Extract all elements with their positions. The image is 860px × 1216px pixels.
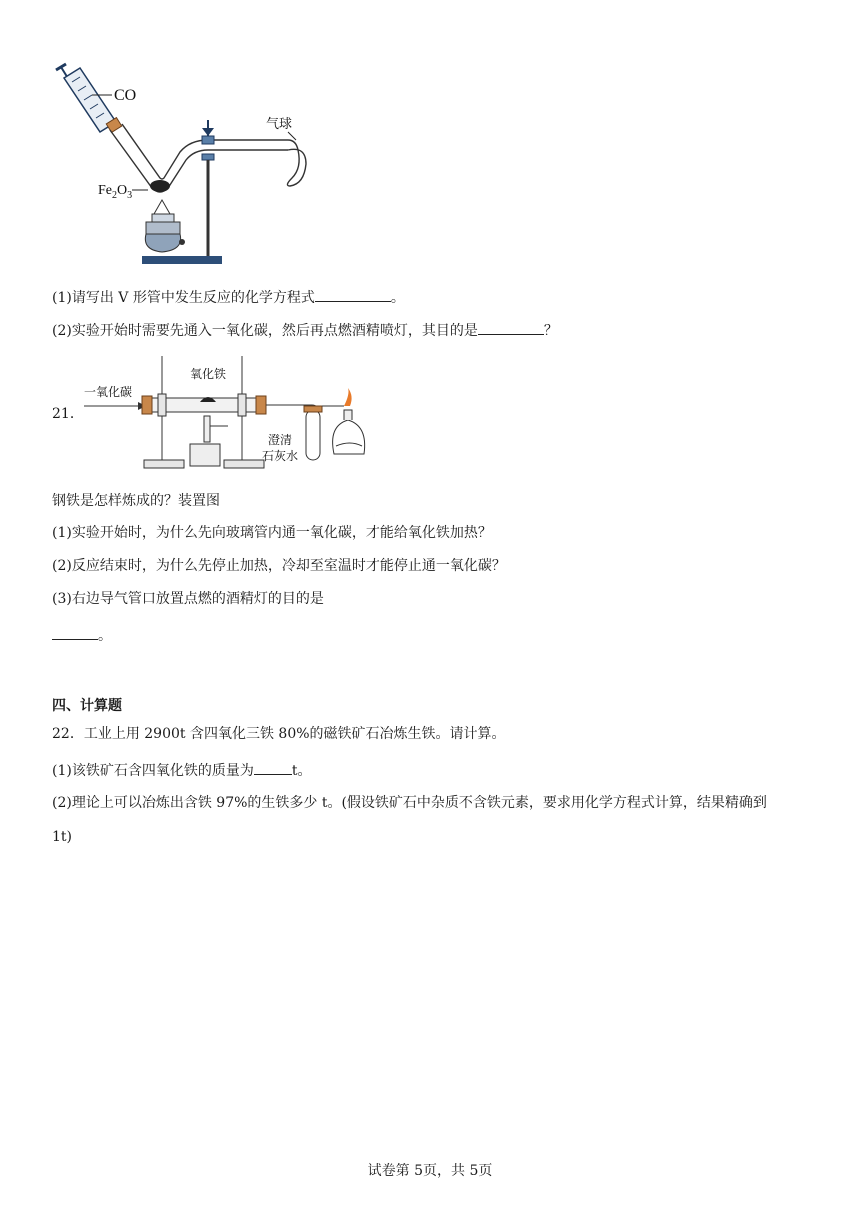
q20-part2-blank — [478, 320, 544, 335]
test-tube — [304, 406, 322, 460]
q22-part2-line2: 1t) — [52, 829, 72, 845]
iron-oxide-sample — [150, 180, 170, 192]
co-reduction-apparatus-figure — [82, 350, 384, 472]
flame — [344, 388, 352, 406]
q22-stem: 22．工业上用 2900t 含四氧化三铁 80%的磁铁矿石冶炼生铁。请计算。 — [52, 726, 506, 742]
q21-part2: (2)反应结束时，为什么先停止加热，冷却至室温时才能停止通一氧化碳？ — [52, 558, 506, 574]
q21-number: 21． — [52, 406, 84, 422]
limewater-label-2: 石灰水 — [262, 449, 299, 463]
syringe — [56, 64, 122, 132]
burner — [190, 416, 228, 466]
v-tube-apparatus-figure — [52, 60, 312, 272]
fe2o3-label: $Fe_2O_3$ — [98, 183, 133, 201]
q21-part1: (1)实验开始时，为什么先向玻璃管内通一氧化碳，才能给氧化铁加热？ — [52, 525, 492, 541]
q20-part1-blank — [315, 287, 391, 302]
alcohol-lamp-outlet — [333, 410, 365, 454]
alcohol-lamp — [145, 200, 185, 252]
page-footer: 试卷第 5页，共 5页 — [367, 1163, 493, 1179]
limewater-label-1: 澄清 — [268, 433, 293, 447]
q21-part3: (3)右边导气管口放置点燃的酒精灯的目的是 — [52, 591, 324, 607]
balloon-label: 气球 — [266, 117, 293, 132]
q22-part1-blank — [254, 760, 292, 775]
q22-part2-line1: (2)理论上可以冶炼出含铁 97%的生铁多少 t。(假设铁矿石中杂质不含铁元素，要求用化学方程式计算，结果精确到 — [52, 795, 767, 811]
q21-part3-answer: 。 — [52, 625, 112, 645]
co-label: CO — [114, 87, 137, 104]
q20-part1: (1)请写出 V 形管中发生反应的化学方程式 。 — [52, 287, 405, 307]
q21-part3-blank — [52, 625, 98, 640]
co-inlet-label: 一氧化碳 — [84, 385, 133, 399]
q22-part1: (1)该铁矿石含四氧化铁的质量为 t。 — [52, 760, 311, 780]
q20-part2: (2)实验开始时需要先通入一氧化碳，然后再点燃酒精喷灯，其目的是 ？ — [52, 320, 558, 340]
section-heading-calculation: 四、计算题 — [52, 698, 122, 714]
iron-oxide-label: 氧化铁 — [190, 367, 227, 381]
q21-intro: 钢铁是怎样炼成的？装置图 — [52, 493, 220, 509]
